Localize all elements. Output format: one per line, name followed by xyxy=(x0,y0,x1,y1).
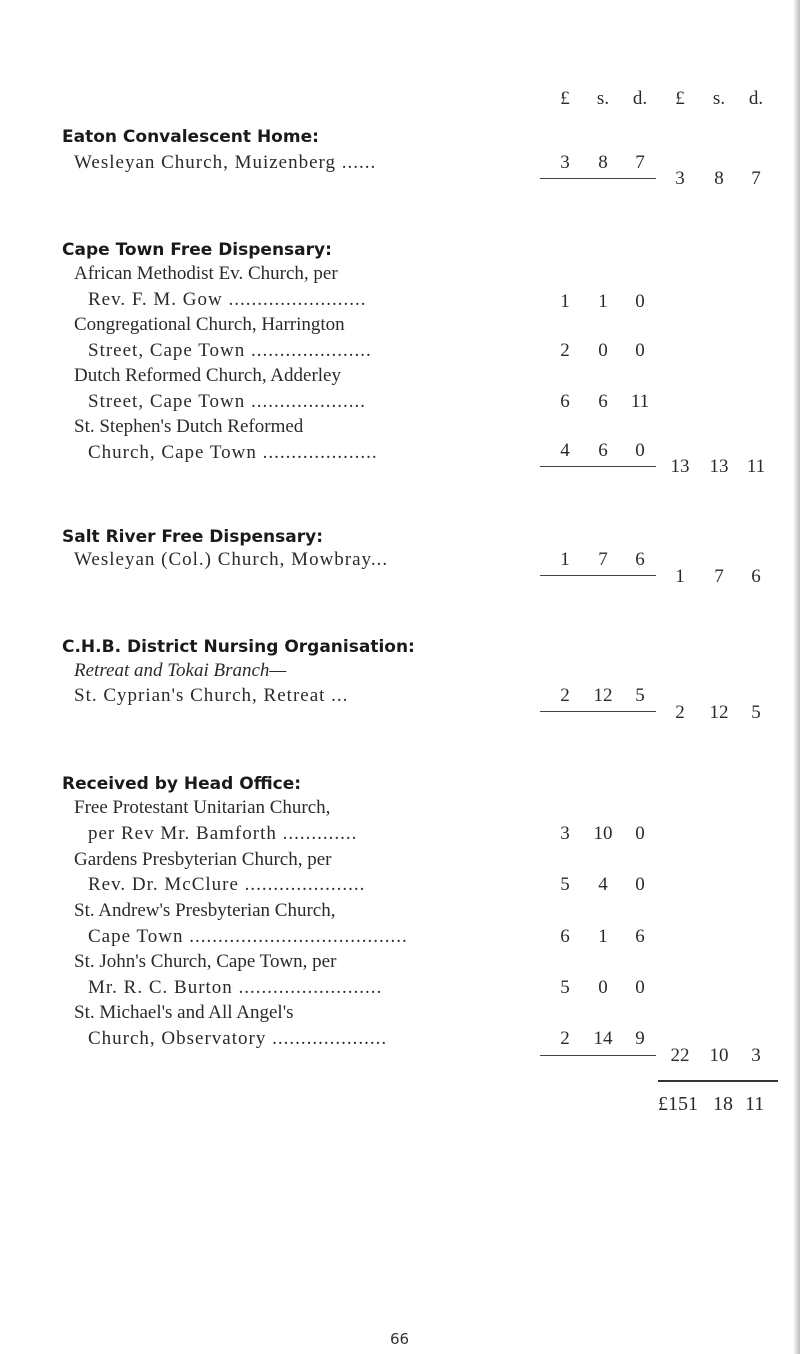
amount-pounds: 3 xyxy=(560,823,570,844)
amount-pence: 0 xyxy=(635,874,645,895)
entry-line: Wesleyan (Col.) Church, Mowbray... xyxy=(74,549,389,570)
subtotal-rule xyxy=(540,466,656,467)
grand-total-pence: 11 xyxy=(745,1093,765,1115)
entry-line: Rev. Dr. McClure ..................... xyxy=(88,874,366,895)
entry-line: Street, Cape Town .................... xyxy=(88,391,367,412)
column-header-pence-right: d. xyxy=(748,88,764,109)
grand-total-rule xyxy=(658,1080,778,1082)
amount-pounds: 6 xyxy=(560,926,570,947)
column-header-pounds-left: £ xyxy=(560,88,570,109)
amount-pounds: 3 xyxy=(560,152,570,173)
subtotal-shillings: 10 xyxy=(709,1045,729,1066)
subtotal-pounds: 3 xyxy=(675,168,685,189)
amount-pounds: 1 xyxy=(560,549,570,570)
grand-total-shillings: 18 xyxy=(713,1093,733,1115)
column-header-pence-left: d. xyxy=(632,88,648,109)
amount-pence: 0 xyxy=(635,823,645,844)
entry-line: Mr. R. C. Burton ......................... xyxy=(88,977,383,998)
amount-shillings: 1 xyxy=(598,926,608,947)
amount-shillings: 4 xyxy=(598,874,608,895)
amount-pounds: 5 xyxy=(560,874,570,895)
amount-pence: 6 xyxy=(635,549,645,570)
subtotal-pounds: 1 xyxy=(675,566,685,587)
amount-shillings: 1 xyxy=(598,291,608,312)
subtotal-rule xyxy=(540,575,656,576)
entry-line: Dutch Reformed Church, Adderley xyxy=(74,365,341,386)
subtotal-rule xyxy=(540,711,656,712)
amount-shillings: 7 xyxy=(598,549,608,570)
subtotal-pence: 3 xyxy=(751,1045,761,1066)
section-heading: Cape Town Free Dispensary: xyxy=(62,240,332,260)
amount-shillings: 0 xyxy=(598,340,608,361)
amount-pence: 7 xyxy=(635,152,645,173)
amount-pence: 0 xyxy=(635,440,645,461)
section-heading: Received by Head Office: xyxy=(62,774,302,794)
subtotal-pence: 7 xyxy=(751,168,761,189)
amount-pence: 6 xyxy=(635,926,645,947)
amount-shillings: 12 xyxy=(593,685,613,706)
amount-pence: 9 xyxy=(635,1028,645,1049)
subtotal-shillings: 13 xyxy=(709,456,729,477)
entry-line: St. Cyprian's Church, Retreat ... xyxy=(74,685,349,706)
amount-pence: 0 xyxy=(635,977,645,998)
subtotal-rule xyxy=(540,1055,656,1056)
amount-shillings: 10 xyxy=(593,823,613,844)
entry-line: St. John's Church, Cape Town, per xyxy=(74,951,337,972)
entry-line: Free Protestant Unitarian Church, xyxy=(74,797,331,818)
subtotal-pence: 5 xyxy=(751,702,761,723)
entry-line: Gardens Presbyterian Church, per xyxy=(74,849,332,870)
entry-line: per Rev Mr. Bamforth ............. xyxy=(88,823,358,844)
subtotal-rule xyxy=(540,178,656,179)
column-header-shillings-left: s. xyxy=(596,88,610,109)
entry-line: St. Michael's and All Angel's xyxy=(74,1002,294,1023)
section-heading: Salt River Free Dispensary: xyxy=(62,527,324,547)
subtotal-shillings: 8 xyxy=(714,168,724,189)
entry-line: Wesleyan Church, Muizenberg ...... xyxy=(74,152,377,173)
column-header-shillings-right: s. xyxy=(712,88,726,109)
page-edge-shadow xyxy=(794,0,800,1354)
section-heading: Eaton Convalescent Home: xyxy=(62,127,319,147)
grand-total-pounds: £151 xyxy=(658,1093,698,1115)
subtotal-shillings: 7 xyxy=(714,566,724,587)
entry-line: Church, Cape Town .................... xyxy=(88,442,378,463)
entry-line: Street, Cape Town ..................... xyxy=(88,340,372,361)
subtotal-pounds: 22 xyxy=(670,1045,690,1066)
amount-shillings: 14 xyxy=(593,1028,613,1049)
entry-line: Rev. F. M. Gow ........................ xyxy=(88,289,367,310)
subtotal-pence: 11 xyxy=(746,456,766,477)
entry-line: Church, Observatory .................... xyxy=(88,1028,388,1049)
entry-line: African Methodist Ev. Church, per xyxy=(74,263,338,284)
amount-shillings: 8 xyxy=(598,152,608,173)
amount-pounds: 2 xyxy=(560,340,570,361)
amount-pounds: 6 xyxy=(560,391,570,412)
entry-line: Congregational Church, Harrington xyxy=(74,314,345,335)
amount-pounds: 5 xyxy=(560,977,570,998)
entry-line: Cape Town ...................................... xyxy=(88,926,408,947)
section-subheading: Retreat and Tokai Branch— xyxy=(74,660,287,681)
amount-shillings: 6 xyxy=(598,440,608,461)
amount-pence: 0 xyxy=(635,340,645,361)
amount-pounds: 2 xyxy=(560,685,570,706)
amount-pounds: 1 xyxy=(560,291,570,312)
amount-shillings: 0 xyxy=(598,977,608,998)
amount-pence: 5 xyxy=(635,685,645,706)
amount-shillings: 6 xyxy=(598,391,608,412)
entry-line: St. Andrew's Presbyterian Church, xyxy=(74,900,336,921)
subtotal-pence: 6 xyxy=(751,566,761,587)
page-number: 66 xyxy=(390,1330,410,1348)
entry-line: St. Stephen's Dutch Reformed xyxy=(74,416,304,437)
amount-pounds: 4 xyxy=(560,440,570,461)
amount-pence: 11 xyxy=(630,391,650,412)
column-header-pounds-right: £ xyxy=(675,88,685,109)
amount-pence: 0 xyxy=(635,291,645,312)
section-heading: C.H.B. District Nursing Organisation: xyxy=(62,637,415,657)
subtotal-pounds: 13 xyxy=(670,456,690,477)
amount-pounds: 2 xyxy=(560,1028,570,1049)
subtotal-pounds: 2 xyxy=(675,702,685,723)
subtotal-shillings: 12 xyxy=(709,702,729,723)
